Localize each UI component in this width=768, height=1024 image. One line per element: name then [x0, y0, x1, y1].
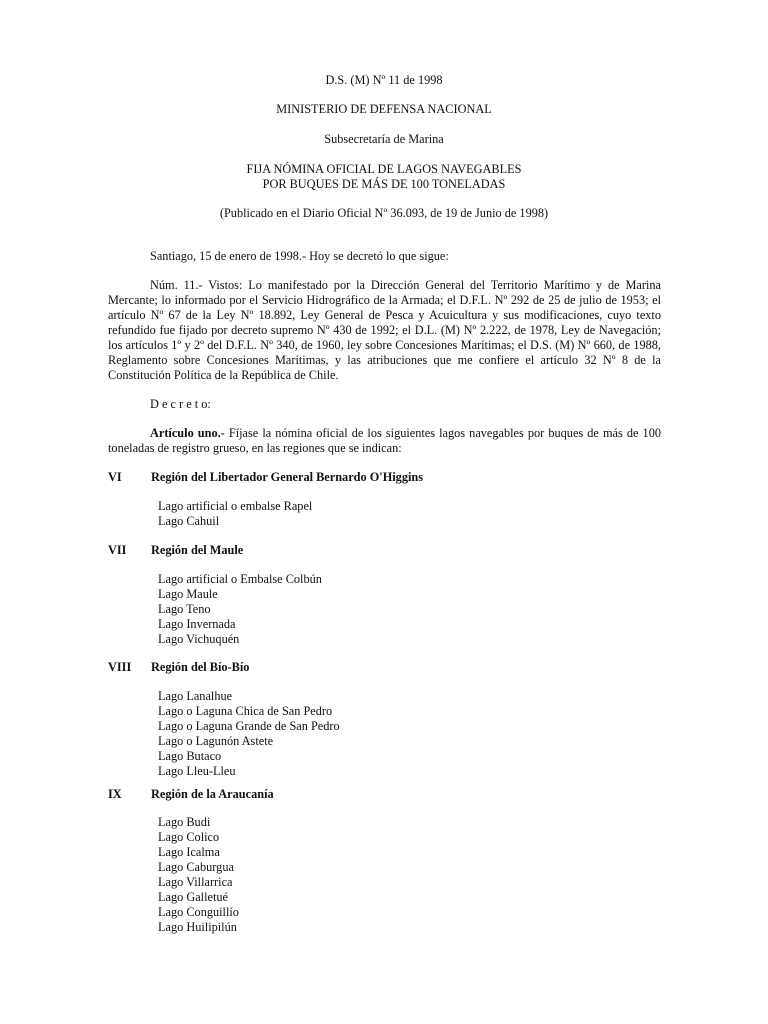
- list-item: Lago Invernada: [158, 617, 236, 631]
- list-item: Lago Icalma: [158, 845, 220, 859]
- lake-list: [158, 689, 340, 779]
- ministry-heading: MINISTERIO DE DEFENSA NACIONAL: [276, 102, 492, 116]
- region-number: VIII: [108, 660, 132, 674]
- decree-number: D.S. (M) Nº 11 de 1998: [325, 73, 443, 87]
- region-name: Región del Bío-Bío: [151, 660, 250, 674]
- list-item: Lago Maule: [158, 587, 218, 601]
- list-item: Lago Budi: [158, 815, 211, 829]
- list-item: Lago o Lagunón Astete: [158, 734, 274, 748]
- vistos-paragraph: Núm. 11.- Vistos: Lo manifestado por la Dirección General del Territorio Marítimo y de Marina Mercante; lo informado por el Servicio Hidrográfico de la Armada; el D.F.L. Nº 292 de 25 de julio de 1953; el artículo Nº 67 de la Ley Nº 18.892, Ley General de Pesca y Acuicultura y sus modificaciones, cuyo texto refundido fue fijado por decreto supremo Nº 430 de 1992; el D.L. (M) Nº 2.222, de 1978, Ley de Navegación; los artículos 1º y 2º del D.F.L. Nº 340, de 1960, ley sobre Concesiones Marítimas; el D.S. (M) Nº 660, de 1988, Reglamento sobre Concesiones Marítimas, y las atribuciones que me confiere el artículo 32 Nº 8 de la Constitución Política de la República de Chile.: [108, 278, 661, 382]
- list-item: Lago Teno: [158, 602, 211, 616]
- list-item: Lago Conguillío: [158, 905, 239, 919]
- lake-list: [158, 499, 312, 529]
- list-item: Lago Butaco: [158, 749, 222, 763]
- list-item: Lago Vichuquén: [158, 632, 240, 646]
- region-name: Región del Maule: [151, 543, 244, 557]
- list-item: Lago o Laguna Chica de San Pedro: [158, 704, 333, 718]
- list-item: Lago artificial o Embalse Colbún: [158, 572, 322, 586]
- list-item: Lago Lanalhue: [158, 689, 233, 703]
- title-line-1: FIJA NÓMINA OFICIAL DE LAGOS NAVEGABLES: [246, 162, 522, 176]
- list-item: Lago Villarrica: [158, 875, 233, 889]
- article-label: Artículo uno.-: [150, 426, 225, 440]
- region-name: Región del Libertador General Bernardo O'Higgins: [151, 470, 424, 484]
- decreto-heading: D e c r e t o:: [150, 397, 211, 411]
- intro-paragraph: Santiago, 15 de enero de 1998.- Hoy se decretó lo que sigue:: [150, 249, 449, 263]
- list-item: Lago Galletué: [158, 890, 228, 904]
- list-item: Lago Cahuil: [158, 514, 220, 528]
- article-one-paragraph: [108, 426, 661, 456]
- region-number: VI: [108, 470, 122, 484]
- list-item: Lago Caburgua: [158, 860, 234, 874]
- publication-note: (Publicado en el Diario Oficial Nº 36.093, de 19 de Junio de 1998): [219, 206, 549, 220]
- list-item: Lago Lleu-Lleu: [158, 764, 236, 778]
- region-number: VII: [108, 543, 127, 557]
- subsecretariat-heading: Subsecretaría de Marina: [324, 132, 444, 146]
- region-name: Región de la Araucanía: [151, 787, 274, 801]
- list-item: Lago Huilipilún: [158, 920, 237, 934]
- list-item: Lago Colico: [158, 830, 220, 844]
- title-line-2: POR BUQUES DE MÁS DE 100 TONELADAS: [262, 177, 506, 191]
- lake-list: [158, 572, 322, 647]
- list-item: Lago artificial o embalse Rapel: [158, 499, 313, 513]
- region-number: IX: [108, 787, 122, 801]
- lake-list: [158, 815, 239, 935]
- article-text: Fíjase la nómina oficial de los siguientes lagos navegables por buques de más de 100 toneladas de registro grueso, en las regiones que se indican:: [108, 426, 661, 455]
- list-item: Lago o Laguna Grande de San Pedro: [158, 719, 340, 733]
